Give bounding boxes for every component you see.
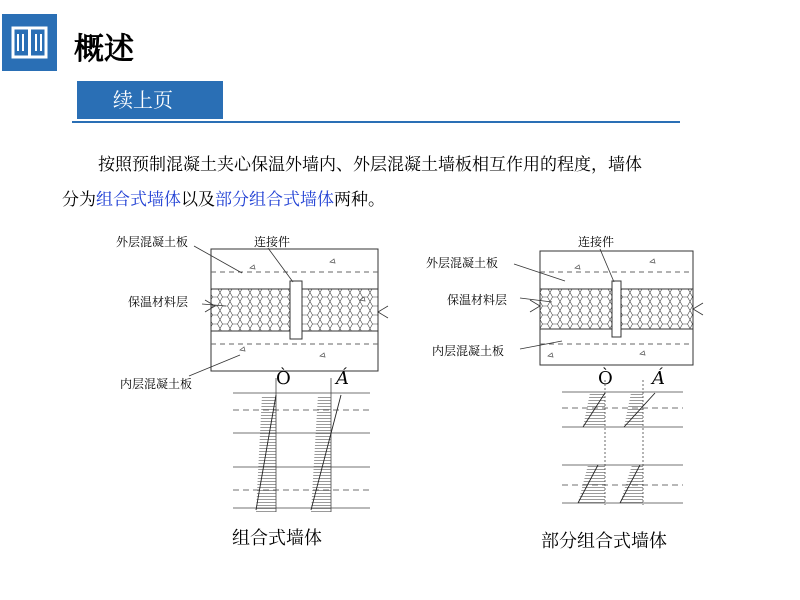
para-line-1: 按照预制混凝土夹心保温外墙内、外层混凝土墙板相互作用的程度，墙体 [98,155,642,175]
right-caption: 部分组合式墙体 [541,531,667,552]
left-label-inner-panel: 内层混凝土板 [120,377,193,391]
left-caption: 组合式墙体 [232,528,322,549]
right-stress-diagram [562,380,683,505]
continued-tag: 续上页 [77,81,223,119]
highlight-partial-composite: 部分组合式墙体 [215,190,334,210]
right-label-insulation: 保温材料层 [447,293,508,307]
right-label-outer-panel: 外层混凝土板 [426,256,499,270]
highlight-composite: 组合式墙体 [96,190,181,210]
page-title: 概述 [74,32,134,67]
right-symbol-o: Ò [598,368,613,389]
left-label-insulation: 保温材料层 [128,295,189,309]
right-label-connector: 连接件 [578,235,615,249]
right-wall-section [514,249,703,365]
right-label-inner-panel: 内层混凝土板 [432,344,505,358]
left-label-outer-panel: 外层混凝土板 [116,235,189,249]
para-text: 以及 [181,190,215,210]
left-symbol-a: Á [336,368,349,389]
left-stress-diagram [233,378,370,512]
left-label-connector: 连接件 [254,235,291,249]
para-text: 分为 [62,190,96,210]
left-symbol-o: Ò [276,368,291,389]
right-symbol-a: Á [652,368,665,389]
para-text: 两种。 [334,190,385,210]
left-wall-section [189,246,388,376]
